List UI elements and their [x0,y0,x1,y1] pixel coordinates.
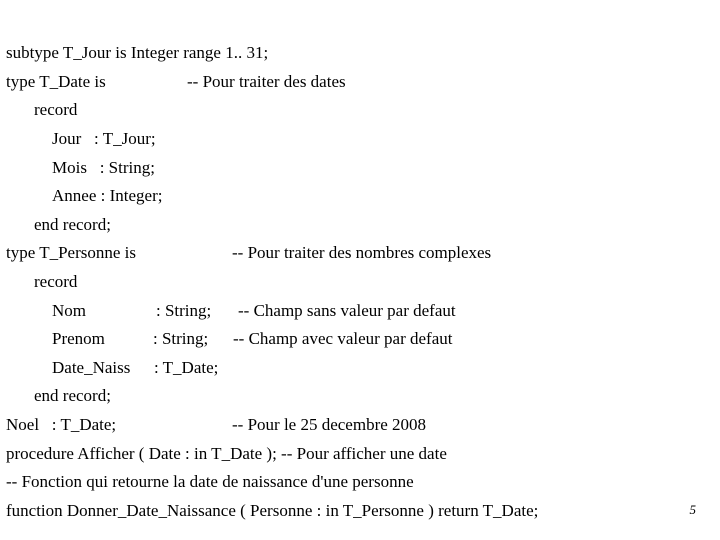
code-line: : String; [156,301,212,320]
code-line: Jour : T_Jour; [52,129,156,148]
code-line: end record; [34,215,111,234]
code-line: : String; [153,329,209,348]
code-comment: -- Champ avec valeur par defaut [233,329,453,348]
code-comment: -- Pour traiter des dates [187,72,346,91]
code-comment: -- Fonction qui retourne la date de naissance d'une personne [6,472,414,491]
code-line: subtype T_Jour is Integer range 1.. 31; [6,43,269,62]
page-number: 5 [689,502,696,517]
code-line: record [34,272,78,291]
code-line: Prenom [52,329,105,348]
code-line: procedure Afficher ( Date : in T_Date ); -- Pour afficher une date [6,444,447,463]
code-line: function Donner_Date_Naissance ( Personne : in T_Personne ) return T_Date; [6,501,539,520]
code-comment: -- Pour le 25 decembre 2008 [232,415,427,434]
code-line: Noel : T_Date; [6,415,117,434]
code-line: Mois : String; [52,158,155,177]
code-line: record [34,100,78,119]
code-line: end record; [34,386,111,405]
code-line: Nom [52,301,86,320]
code-line: type T_Personne is [6,243,137,262]
code-comment: -- Pour traiter des nombres complexes [232,243,492,262]
code-line: Date_Naiss [52,358,131,377]
code-line: Annee : Integer; [52,186,163,205]
code-comment: -- Champ sans valeur par defaut [238,301,456,320]
code-line: type T_Date is [6,72,106,91]
code-line: : T_Date; [154,358,219,377]
